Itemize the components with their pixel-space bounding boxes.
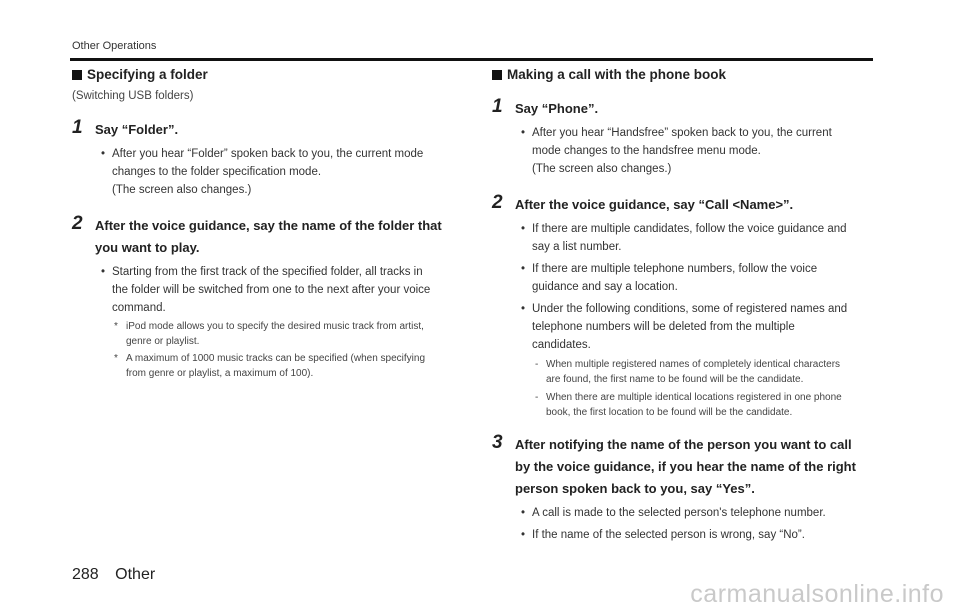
footer-section: Other — [115, 566, 156, 583]
page-footer — [72, 566, 155, 584]
bullet-item — [492, 124, 874, 178]
section-title-text: Specifying a folder — [87, 67, 208, 82]
bullet-line: After you hear “Folder” spoken back to you, the current mode — [112, 148, 424, 160]
footnote — [72, 319, 454, 349]
step-text-line: After notifying the name of the person you want to call — [515, 437, 852, 452]
footnote-line: from genre or playlist, a maximum of 100). — [126, 368, 314, 379]
dash-mark: - — [535, 359, 539, 370]
condition-line: book, the first location to be found will be the candidate. — [546, 407, 793, 418]
bullet-line: the folder will be switched from one to the next after your voice — [112, 284, 431, 296]
bullet-dot: • — [521, 303, 526, 315]
bullet-line: command. — [112, 302, 166, 314]
bullet-line: Starting from the first track of the specified folder, all tracks in — [112, 266, 423, 278]
bullet-line: Under the following conditions, some of registered names and — [532, 303, 848, 315]
step-text-line: by the voice guidance, if you hear the name of the right — [515, 459, 856, 474]
square-bullet-icon — [72, 70, 82, 80]
footnote — [72, 351, 454, 381]
bullet-dot: • — [521, 263, 526, 275]
bullet-dot: • — [521, 507, 526, 519]
step-text-line: After the voice guidance, say the name of the folder that — [95, 218, 442, 233]
page-number: 288 — [72, 566, 99, 583]
step-number: 2 — [72, 213, 83, 234]
dash-mark: - — [535, 392, 539, 403]
header-rule — [70, 58, 873, 61]
bullet-line: A call is made to the selected person's telephone number. — [532, 507, 826, 519]
bullet-line: If there are multiple telephone numbers, follow the voice — [532, 263, 818, 275]
bullet-item — [492, 300, 874, 354]
step-number: 1 — [72, 117, 83, 138]
bullet-line: If the name of the selected person is wrong, say “No”. — [532, 529, 805, 541]
bullet-item — [72, 263, 454, 317]
condition-line: are found, the first name to be found will be the candidate. — [546, 374, 804, 385]
footnote-mark: * — [114, 321, 118, 332]
bullet-dot: • — [521, 223, 526, 235]
bullet-line: guidance and say a location. — [532, 281, 678, 293]
condition-line: When multiple registered names of completely identical characters — [546, 359, 841, 370]
square-bullet-icon — [492, 70, 502, 80]
bullet-item — [492, 504, 874, 522]
section-title-phone-book — [492, 66, 874, 84]
bullet-item — [72, 145, 454, 199]
step-text: Say “Folder”. — [95, 122, 179, 137]
step-2 — [492, 194, 874, 216]
step-1 — [72, 119, 454, 141]
step-number: 3 — [492, 432, 503, 453]
step-2 — [72, 215, 454, 259]
right-column — [492, 66, 874, 544]
bullet-line: mode changes to the handsfree menu mode. — [532, 145, 761, 157]
bullet-line: (The screen also changes.) — [532, 163, 672, 175]
footnote-line: iPod mode allows you to specify the desired music track from artist, — [126, 321, 424, 332]
bullet-item — [492, 260, 874, 296]
step-text-line: you want to play. — [95, 240, 200, 255]
page-header-section: Other Operations — [72, 40, 157, 52]
step-1 — [492, 98, 874, 120]
step-text — [515, 434, 874, 500]
bullet-line: say a list number. — [532, 241, 622, 253]
footnote-line: genre or playlist. — [126, 336, 200, 347]
condition-line: When there are multiple identical locations registered in one phone — [546, 392, 842, 403]
step-number: 2 — [492, 192, 503, 213]
bullet-line: candidates. — [532, 339, 591, 351]
section-title-text: Making a call with the phone book — [507, 67, 727, 82]
step-number: 1 — [492, 96, 503, 117]
step-text — [95, 215, 454, 259]
step-text: After the voice guidance, say “Call <Name>”. — [515, 197, 794, 212]
bullet-line: changes to the folder specification mode. — [112, 166, 322, 178]
footnote-line: A maximum of 1000 music tracks can be specified (when specifying — [126, 353, 426, 364]
bullet-dot: • — [101, 148, 106, 160]
bullet-item — [492, 220, 874, 256]
step-text: Say “Phone”. — [515, 101, 599, 116]
footnote-mark: * — [114, 353, 118, 364]
bullet-dot: • — [101, 266, 106, 278]
step-3 — [492, 434, 874, 500]
condition-item — [492, 390, 874, 420]
bullet-line: After you hear “Handsfree” spoken back to you, the current — [532, 127, 832, 139]
left-column — [72, 66, 454, 381]
section-subtitle: (Switching USB folders) — [72, 90, 194, 102]
step-text-line: person spoken back to you, say “Yes”. — [515, 481, 755, 496]
bullet-line: (The screen also changes.) — [112, 184, 252, 196]
section-title-specifying-folder — [72, 66, 454, 84]
bullet-dot: • — [521, 529, 526, 541]
bullet-item — [492, 526, 874, 544]
condition-item — [492, 357, 874, 387]
bullet-line: telephone numbers will be deleted from the multiple — [532, 321, 795, 333]
bullet-line: If there are multiple candidates, follow the voice guidance and — [532, 223, 847, 235]
bullet-dot: • — [521, 127, 526, 139]
watermark: carmanualsonline.info — [690, 580, 944, 608]
